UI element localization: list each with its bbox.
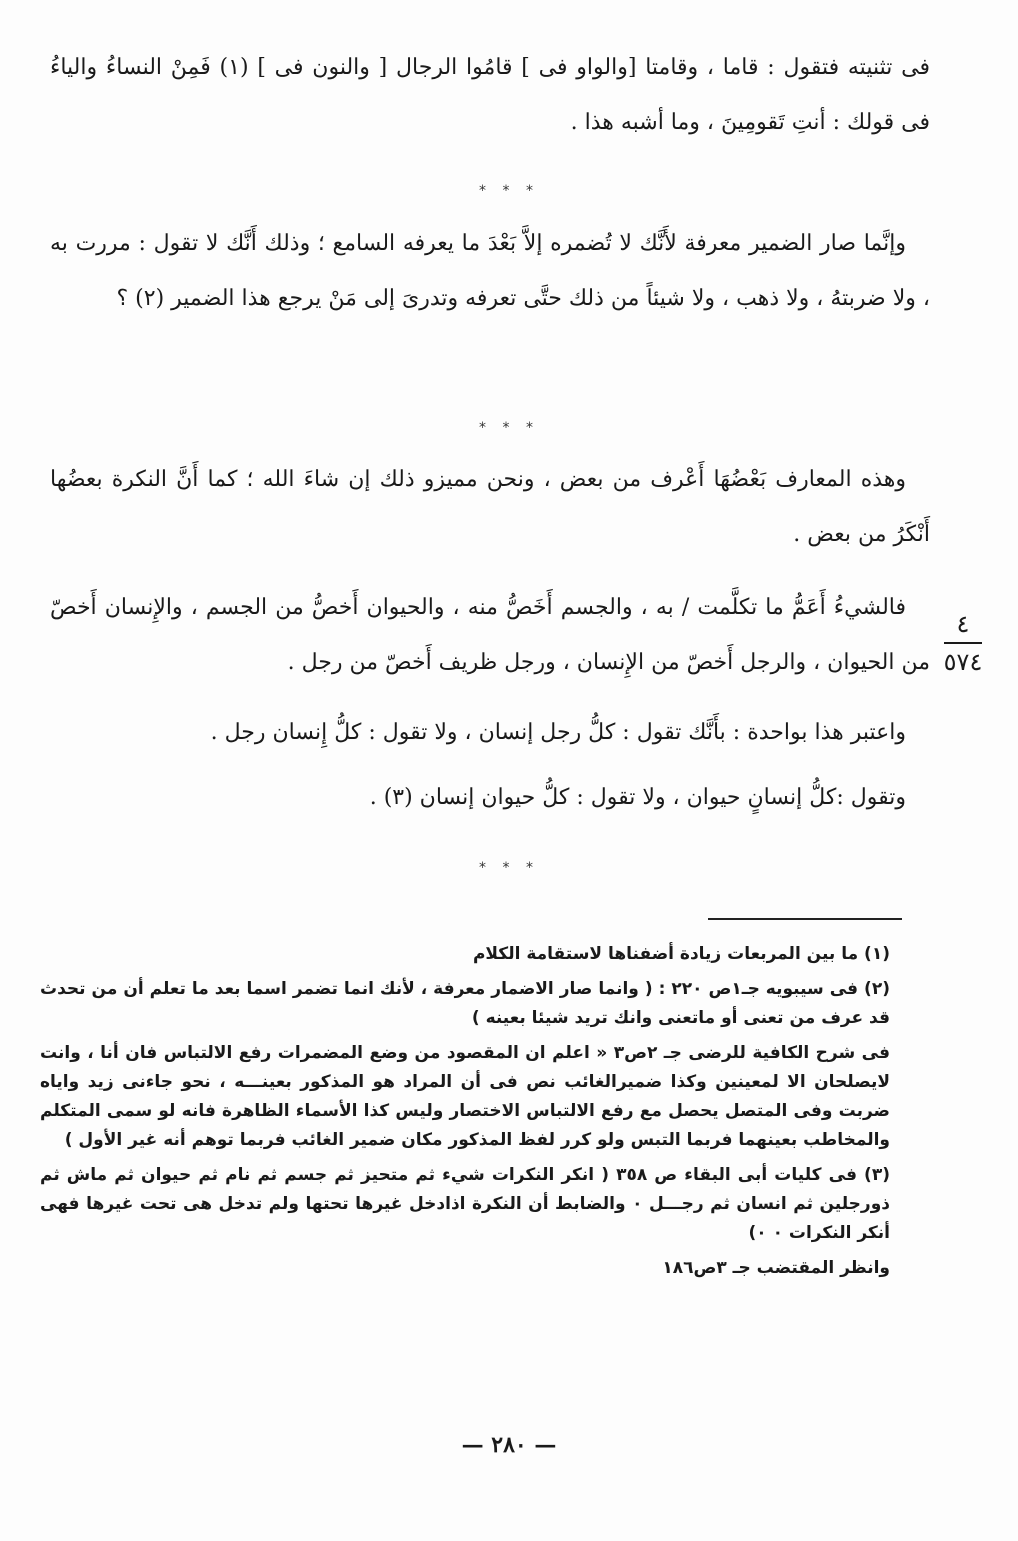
margin-ref-volume: ٤ — [956, 610, 970, 638]
paragraph-5: واعتبر هذا بواحدة : بأَنَّك تقول : كلُّ رجل إنسان ، ولا تقول : كلُّ إِنسان رجل . — [210, 720, 906, 745]
margin-ref-rule — [944, 642, 982, 644]
paragraph-4: فالشيءُ أَعَمُّ ما تكلَّمت / به ، والجسم أَخَصُّ منه ، والحيوان أَخصُّ من الجسم ، والإِنسان أَخصّ من الحيوان ، والرجل أَخصّ من الإِنسان ، ورجل ظريف أَخصّ من رجل . — [50, 595, 930, 675]
footnote-1: (١) ما بين المربعات زيادة أضفناها لاستقامة الكلام — [472, 944, 890, 964]
paragraph-2: وإنَّما صار الضمير معرفة لأَنَّك لا تُضمره إلاَّ بَعْدَ ما يعرفه السامع ؛ وذلك أَنَّك لا تقول : مررت به ، ولا ضربتهُ ، ولا ذهب ، ولا شيئاً من ذلك حتَّى تعرفه وتدرىَ إلى مَنْ يرجع هذا الضمير (٢) ؟ — [50, 231, 930, 311]
margin-reference — [938, 608, 988, 678]
paragraph-6: وتقول :كلُّ إنسانٍ حيوان ، ولا تقول : كلُّ حيوان إنسان (٣) . — [369, 785, 906, 810]
footnotes-block — [40, 940, 890, 1289]
footnote-3: (٣) فى كليات أبى البقاء ص ٣٥٨ ( انكر النكرات شيء ثم متحيز ثم جسم ثم نام ثم حيوان ثم ماش ثم ذورجلين ثم انسان ثم رجـــل ٠ والضابط أن النكرة اذادخل غيرها تحتها ولم تدخل هى تحت غيرها فهى أنكر النكرات ٠ ٠) — [40, 1165, 891, 1243]
section-separator-1: * * * — [479, 183, 539, 199]
paragraph-3: وهذه المعارف بَعْضُهَا أَعْرف من بعض ، ونحن مميزو ذلك إن شاءَ الله ؛ كما أَنَّ النكرة بعضُها أَنْكَرُ من بعض . — [50, 467, 930, 547]
section-separator-3: * * * — [479, 860, 539, 876]
footnote-3-reference: وانظر المقتضب جـ ٣ص١٨٦ — [662, 1258, 890, 1278]
footnote-divider — [708, 918, 902, 920]
page-number: — ٢٨٠ — — [461, 1432, 557, 1458]
section-separator-2: * * * — [479, 420, 539, 436]
margin-ref-page: ٥٧٤ — [943, 648, 983, 676]
footnote-2: (٢) فى سيبويه جـ١ص ٢٢٠ : ( وانما صار الاضمار معرفة ، لأنك انما تضمر اسما بعد ما تعلم أن من تحدث قد عرف من تعنى أو ماتعنى وانك تريد شيئا بعينه ) — [40, 979, 890, 1028]
paragraph-1: فى تثنيته فتقول : قاما ، وقامتا [والواو فى ] قامُوا الرجال [ والنون فى ] (١) فَمِنْ النساءُ والياءُ فى قولك : أنتِ تَقومِينَ ، وما أشبه هذا . — [50, 55, 930, 135]
footnote-2-continued: فى شرح الكافية للرضى جـ ٢ص٣ « اعلم ان المقصود من وضع المضمرات رفع الالتباس فان أنا ، وانت لايصلحان الا لمعينين وكذا ضميرالغائب نص فى أن المراد هو المذكور بعينـــه ، نحو جاءنى زيد واياه ضربت وفى المتصل يحصل مع رفع الالتباس الاختصار وليس كذا الأسماء الظاهرة فانه لو سمى المتكلم والمخاطب بعينهما فربما التبس ولو كرر لفظ المذكور مكان ضمير الغائب فربما توهم أنه غير الأول ) — [40, 1043, 890, 1150]
